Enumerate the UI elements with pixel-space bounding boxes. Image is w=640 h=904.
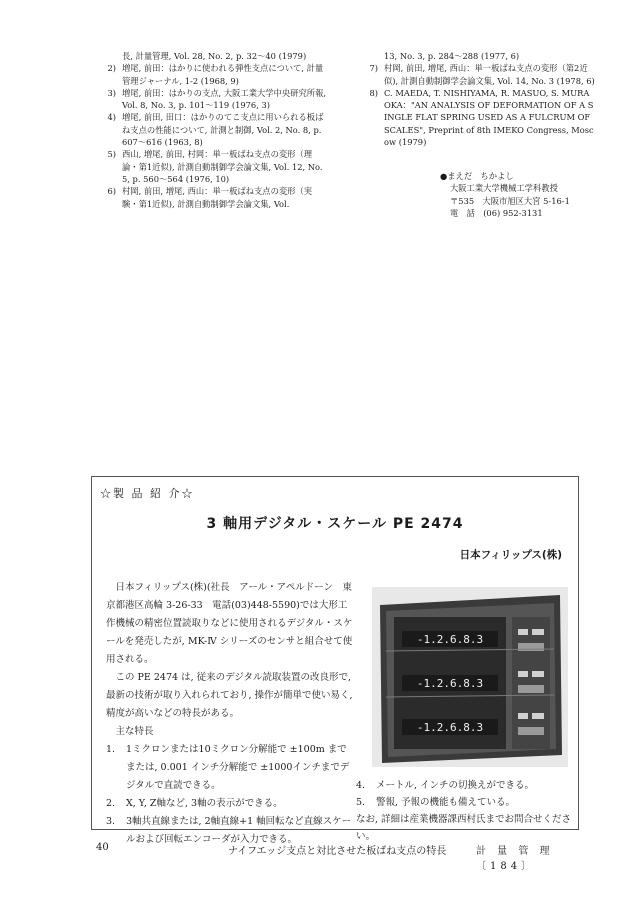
feature-number: 5. xyxy=(356,797,366,808)
running-title: ナイフエッジ支点と対比させた板ばね支点の特長 xyxy=(228,846,447,857)
feature-number: 4. xyxy=(356,780,366,791)
features-list-right xyxy=(356,777,574,811)
reference-item xyxy=(96,111,328,148)
feature-text: 警報, 予報の機能も備えている。 xyxy=(376,797,516,808)
control-key xyxy=(518,671,528,677)
reference-text: 長, 計量管理, Vol. 28, No. 2, p. 32〜40 (1979) xyxy=(122,51,307,61)
feature-number: 3. xyxy=(106,816,116,827)
axis-readout-value: -1.2.6.8.3 xyxy=(416,677,484,690)
author-phone: 電 話 (06) 952-3131 xyxy=(450,207,543,218)
page-number: 40 xyxy=(96,842,109,853)
control-key xyxy=(532,713,544,719)
control-key xyxy=(518,713,528,719)
reference-item xyxy=(96,50,328,62)
feature-item xyxy=(106,741,354,795)
reference-item xyxy=(96,87,328,112)
references-left xyxy=(96,50,328,210)
reference-text: 増尾, 前田：はかりの支点, 大阪工業大学中央研究所報, Vol. 8, No. 3, p. 101〜119 (1976, 3) xyxy=(122,87,327,111)
features-heading: 主な特長 xyxy=(115,726,154,737)
feature-text: 1ミクロンまたは10ミクロン分解能で ±100m までまたは, 0.001 インチ分解能で ±1000インチまでデジタルで直読できる。 xyxy=(126,744,350,791)
reference-text: 村岡, 前田, 増尾, 西山：単一板ばね支点の変形（第2近似), 計測自動制御学会論文集, Vol. 14, No. 3 (1978, 6) xyxy=(384,63,595,86)
reference-text: 西山, 増尾, 前田, 村岡：単一板ばね支点の変形（理論・第1近似), 計測自動制御学会論文集, Vol. 12, No. 5, p. 560〜564 (1976, 10) xyxy=(122,149,323,184)
reference-item xyxy=(96,62,328,87)
product-title: 3 軸用デジタル・スケール PE 2474 xyxy=(206,516,464,532)
axis-readout-value: -1.2.6.8.3 xyxy=(416,721,484,734)
feature-item xyxy=(106,795,354,813)
feature-number: 1. xyxy=(106,744,116,755)
reference-text: C. MAEDA, T. NISHIYAMA, R. MASUO, S. MURAOKA："AN ANALYSIS OF DEFORMATION OF A SINGLE FLAT SPRING USED AS A FULCRUM OF SCALES", Preprint of 8th IMEKO Congress, Moscow (1979) xyxy=(384,87,594,148)
control-key xyxy=(532,671,544,677)
reference-number: 6) xyxy=(107,186,116,197)
product-introduction-box xyxy=(91,476,579,845)
reference-number: 3) xyxy=(107,87,116,98)
reference-number: 4) xyxy=(107,112,116,123)
reference-item xyxy=(358,62,596,87)
status-strip xyxy=(518,685,544,693)
reference-item xyxy=(96,148,328,185)
product-description-right xyxy=(356,777,574,845)
author-affiliation: 大阪工業大学機械工学科教授 xyxy=(450,183,558,194)
reference-number: 7) xyxy=(369,63,378,74)
references-right xyxy=(358,50,596,148)
reference-number: 5) xyxy=(107,149,116,160)
author-name: ●まえだ ちかよし xyxy=(440,171,514,181)
reference-text: 13, No. 3, p. 284〜288 (1977, 6) xyxy=(384,51,520,61)
feature-item xyxy=(356,794,574,811)
reference-item xyxy=(96,185,328,210)
product-photo xyxy=(372,587,568,767)
product-para-2: この PE 2474 は, 従来のデジタル読取装置の改良形で, 最新の技術が取り入れられており, 操作が簡単で使い易く, 精度が高いなどの特長がある。 xyxy=(106,672,353,719)
status-strip xyxy=(518,727,544,735)
control-key xyxy=(532,629,544,635)
product-para-1: 日本フィリップス(株)(社長 アール・アペルドーン 東京都港区高輪 3-26-33 電話(03)448-5590)では大形工作機械の精密位置読取りなどに使用されるデジタル・スケールを発売したが, MK-Ⅳ シリーズのセンサと組合せて使用される。 xyxy=(106,582,353,665)
features-list-left xyxy=(106,741,354,849)
feature-text: メートル, インチの切換えができる。 xyxy=(376,780,535,791)
axis-readout-value: -1.2.6.8.3 xyxy=(416,633,484,646)
author-address: 〒535 大阪市旭区大宮 5-16-1 xyxy=(450,195,570,206)
reference-text: 村岡, 前田, 増尾, 西山：単一板ばね支点の変形（実験・第1近似), 計測自動制御学会論文集, Vol. xyxy=(122,186,313,209)
feature-number: 2. xyxy=(106,798,116,809)
reference-text: 増尾, 前田, 田口：はかりのてこ支点に用いられる板ばね支点の性能について, 計測と制御, Vol. 2, No. 8, p. 607〜616 (1963, 8) xyxy=(122,112,324,148)
feature-text: 3軸共直線または, 2軸直線+1 軸回転など直線スケールおよび回転エンコーダが入力できる。 xyxy=(126,816,352,845)
product-closing: なお, 詳細は産業機器課西村氏までお問合せください。 xyxy=(356,814,572,842)
journal-name: 計 量 管 理 〔184〕 xyxy=(476,846,554,872)
reference-item xyxy=(358,87,596,148)
product-company: 日本フィリップス(株) xyxy=(459,549,562,561)
reference-text: 増尾, 前田：はかりに使われる弾性支点について, 計量管理ジャーナル, 1-2 (1968, 9) xyxy=(122,63,324,86)
feature-text: X, Y, Z軸など, 3軸の表示ができる。 xyxy=(126,798,283,809)
product-description xyxy=(106,579,354,849)
reference-item xyxy=(358,50,596,62)
reference-number: 8) xyxy=(369,87,378,98)
feature-item xyxy=(356,777,574,794)
author-info xyxy=(440,170,570,219)
control-key xyxy=(518,629,528,635)
product-section-tag: ☆製 品 紹 介☆ xyxy=(100,487,195,500)
reference-number: 2) xyxy=(107,63,116,74)
